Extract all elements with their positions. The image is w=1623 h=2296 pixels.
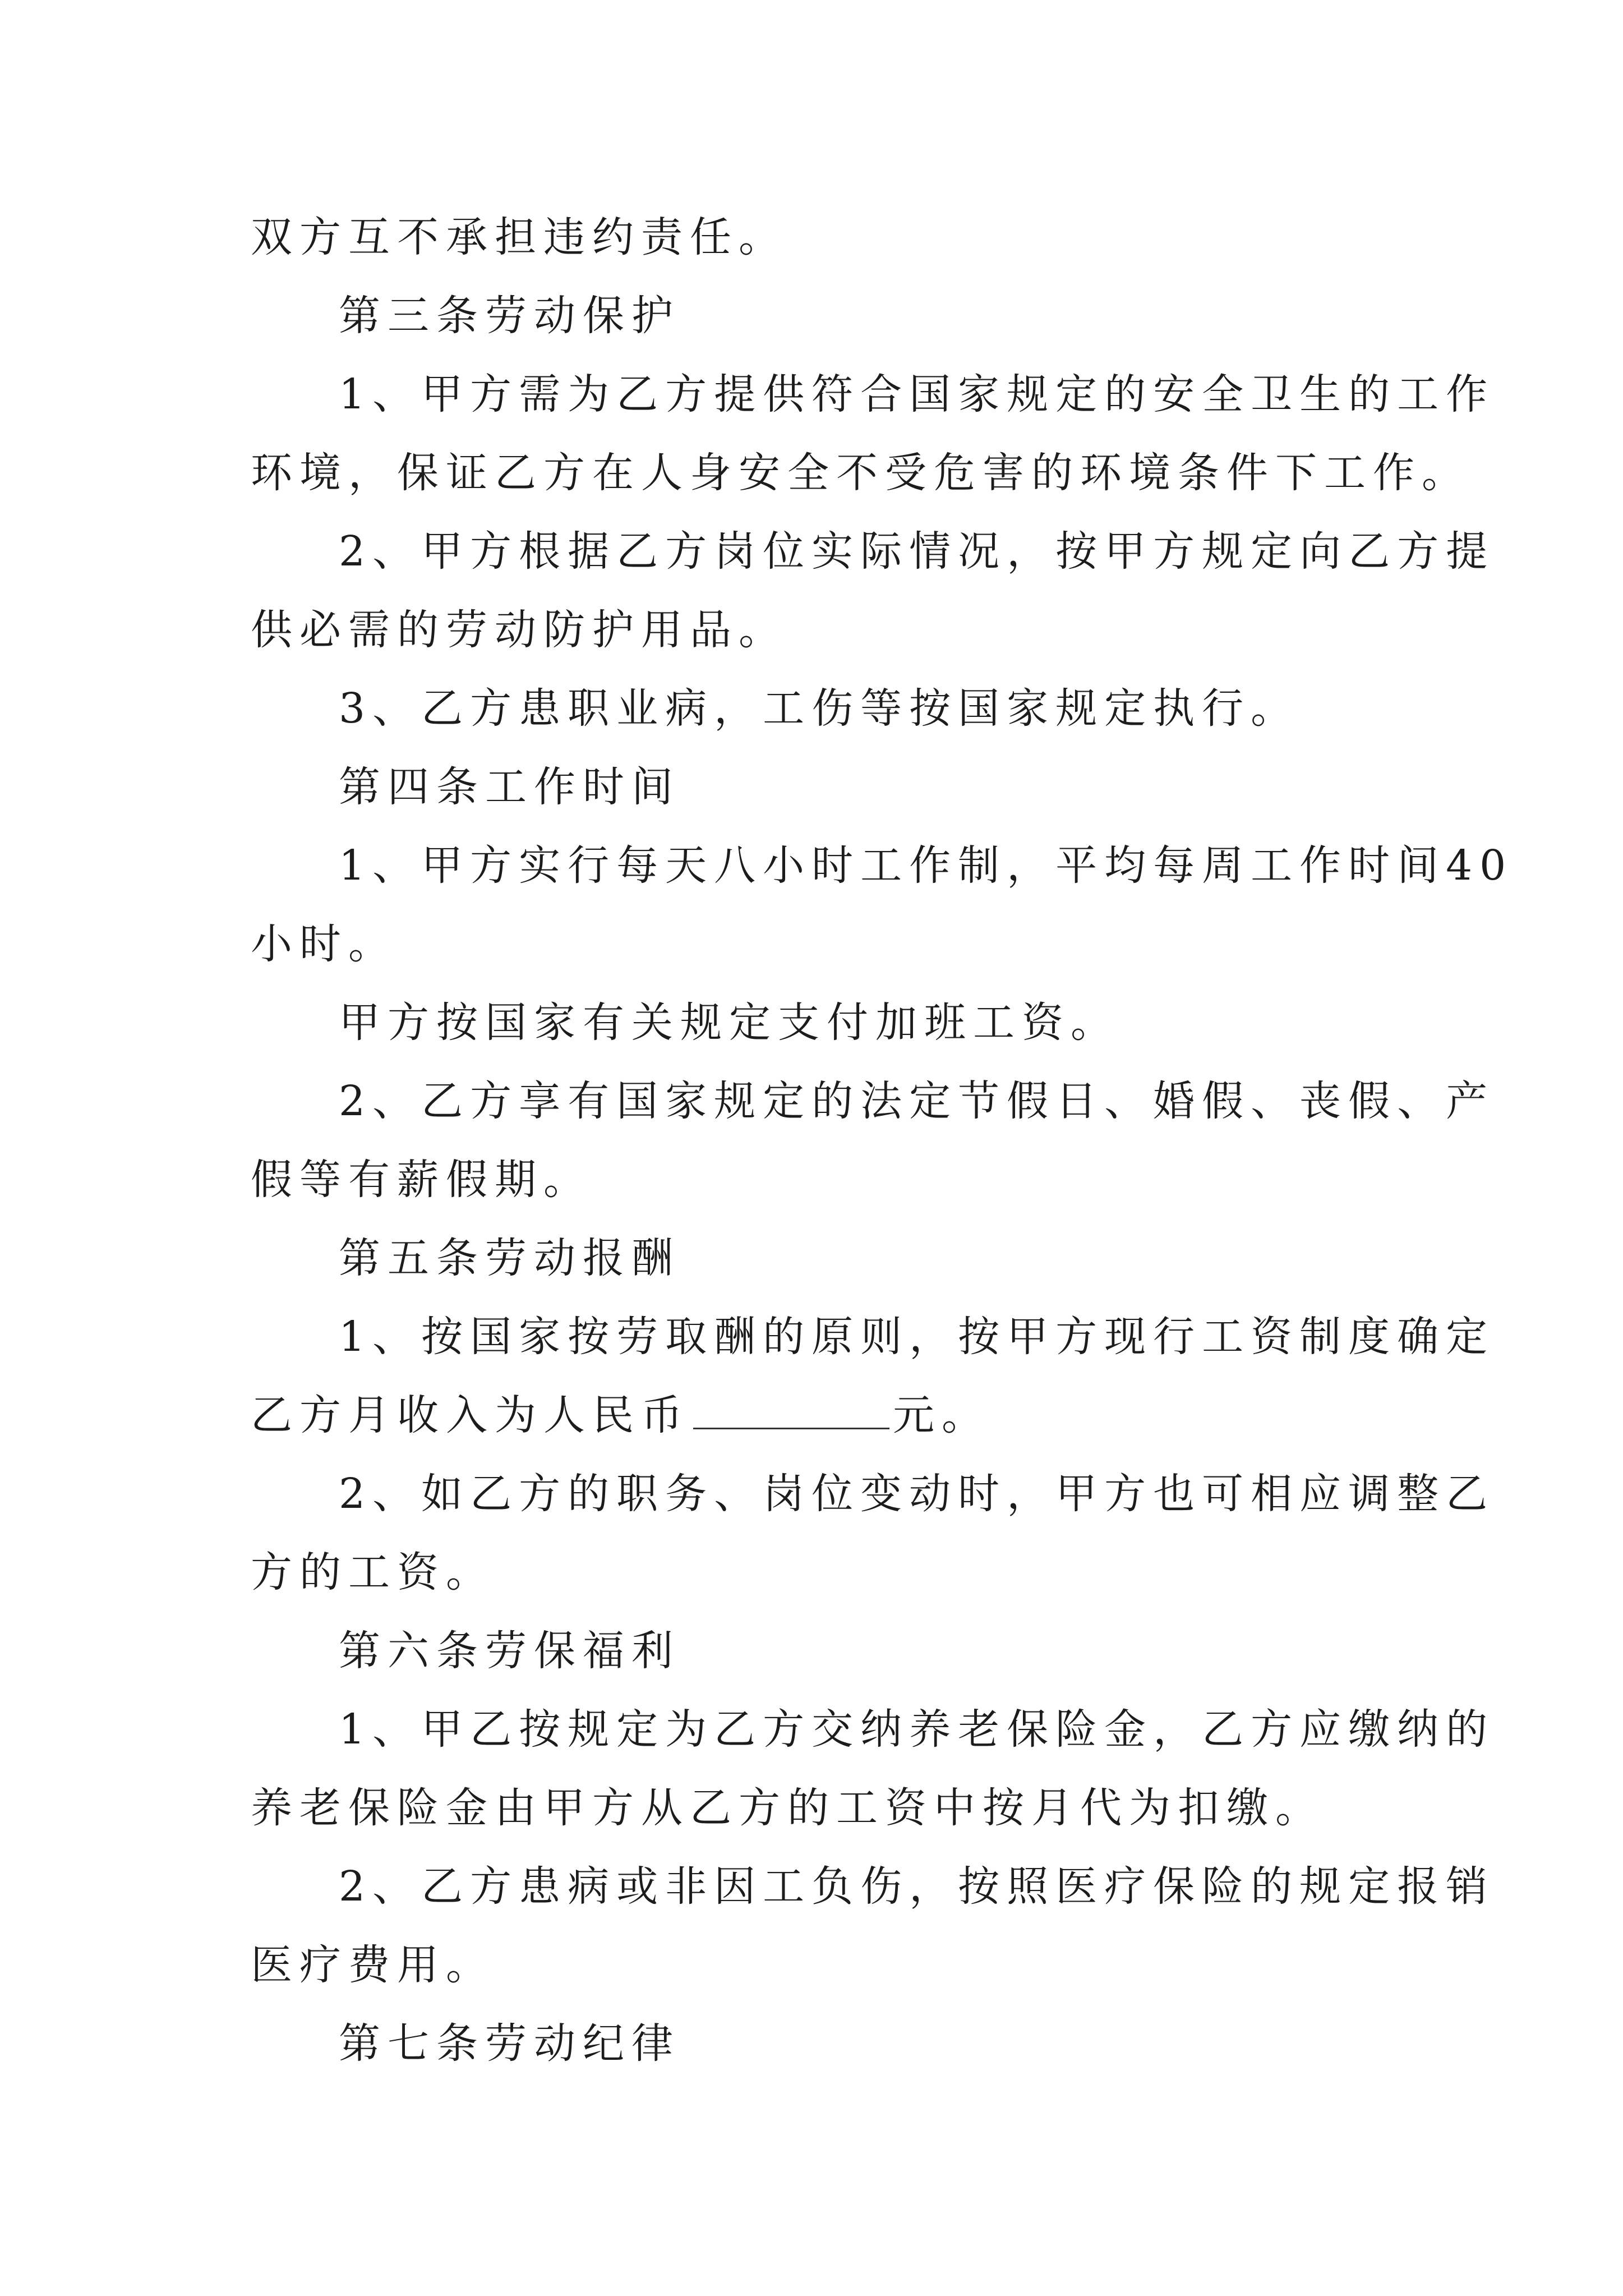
paragraph-line: 2、乙方患病或非因工负伤，按照医疗保险的规定报销	[339, 1862, 1495, 1911]
paragraph-line: 供必需的劳动防护用品。	[251, 606, 787, 654]
section-heading: 第五条劳动报酬	[339, 1234, 680, 1282]
section-heading: 第七条劳动纪律	[339, 2019, 680, 2068]
salary-blank-field	[693, 1394, 889, 1429]
paragraph-line: 双方互不承担违约责任。	[251, 213, 787, 261]
section-heading: 第四条工作时间	[339, 763, 680, 811]
section-heading: 第三条劳动保护	[339, 292, 680, 340]
paragraph-line: 养老保险金由甲方从乙方的工资中按月代为扣缴。	[251, 1784, 1324, 1832]
salary-label: 乙方月收入为人民币	[251, 1391, 690, 1439]
paragraph-line: 3、乙方患职业病，工伤等按国家规定执行。	[339, 684, 1300, 733]
paragraph-line: 1、甲乙按规定为乙方交纳养老保险金，乙方应缴纳的	[339, 1705, 1495, 1754]
paragraph-line: 1、甲方实行每天八小时工作制，平均每周工作时间40	[339, 841, 1514, 890]
paragraph-line: 2、如乙方的职务、岗位变动时，甲方也可相应调整乙	[339, 1470, 1495, 1518]
paragraph-line: 医疗费用。	[251, 1941, 495, 1989]
paragraph-line: 假等有薪假期。	[251, 1156, 592, 1204]
section-heading: 第六条劳保福利	[339, 1627, 680, 1675]
paragraph-line: 方的工资。	[251, 1548, 495, 1596]
paragraph-line: 1、按国家按劳取酬的原则，按甲方现行工资制度确定	[339, 1313, 1495, 1361]
paragraph-line: 小时。	[251, 920, 397, 968]
paragraph-line: 2、甲方根据乙方岗位实际情况，按甲方规定向乙方提	[339, 527, 1495, 576]
salary-line	[0, 1387, 1623, 1443]
paragraph-line: 环境，保证乙方在人身安全不受危害的环境条件下工作。	[251, 449, 1470, 497]
paragraph-line: 甲方按国家有关规定支付加班工资。	[339, 999, 1119, 1047]
salary-unit: 元。	[893, 1391, 990, 1439]
paragraph-line: 1、甲方需为乙方提供符合国家规定的安全卫生的工作	[339, 370, 1495, 418]
paragraph-line: 2、乙方享有国家规定的法定节假日、婚假、丧假、产	[339, 1077, 1495, 1125]
